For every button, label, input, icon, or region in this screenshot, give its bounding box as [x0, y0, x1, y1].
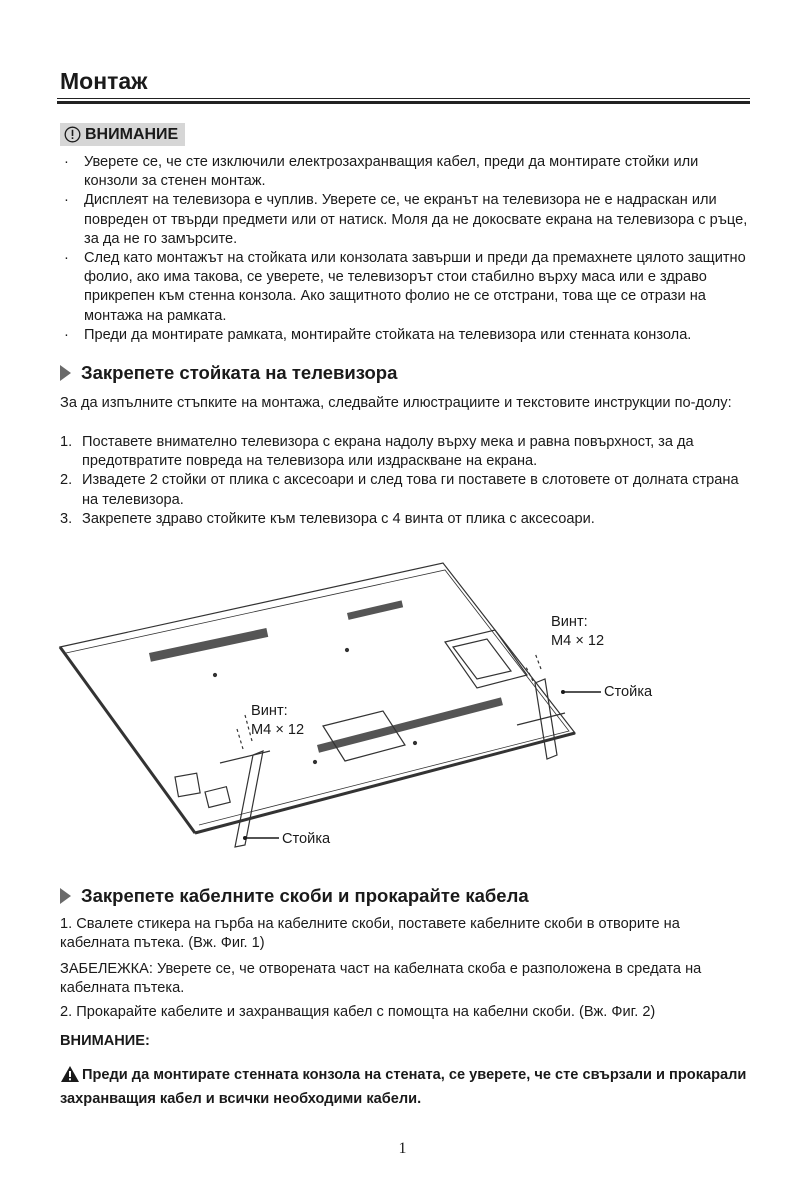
warning-triangle-icon — [60, 1065, 80, 1083]
list-item — [60, 433, 750, 471]
screw-label-left: Винт: M4 × 12 — [251, 703, 305, 738]
step-number: 2. — [60, 472, 73, 489]
cable-note: ЗАБЕЛЕЖКА: Уверете се, че отворената част на кабелната скоба е разположена в средата на кабелната пътека. — [60, 961, 702, 997]
caution-circle-icon — [64, 126, 81, 143]
step-text: Закрепете здраво стойките към телевизора с 4 винта от плика с аксесоари. — [82, 510, 595, 527]
warning-badge-label: ВНИМАНИЕ — [85, 125, 179, 143]
step-number: 1. — [60, 434, 73, 450]
triangle-bullet-icon — [60, 888, 71, 904]
section-heading-text: Закрепете кабелните скоби и прокарайте кабела — [81, 885, 529, 906]
list-item — [60, 510, 750, 529]
list-item — [60, 326, 750, 345]
caution-label: ВНИМАНИЕ: — [60, 1033, 150, 1049]
bullet: · — [64, 250, 69, 267]
stand-installation-illustration — [55, 555, 675, 855]
list-item-text: След като монтажът на стойката или конзолата завърши и преди да премахнете цялото защитно фолио, ако има такова, се уверете, че телевизорът стои стабилно върху маса или е здраво прикрепен към стенна конзола. Ако защитното фолио не се отстрани, това ще се отрази на монтажа на рамката. — [84, 250, 746, 324]
title-divider — [57, 98, 750, 104]
list-item — [60, 191, 750, 249]
section-heading-text: Закрепете стойката на телевизора — [81, 362, 398, 383]
list-item-text: Уверете се, че сте изключили електрозахранващия кабел, преди да монтирате стойки или конзоли за стенен монтаж. — [84, 154, 699, 190]
stand-label-right: Стойка — [604, 684, 653, 700]
step-text: Поставете внимателно телевизора с екрана надолу върху мека и равна повърхност, за да предотвратите повреда на телевизора или издраскване на екрана. — [82, 434, 694, 470]
step-number: 3. — [60, 510, 73, 527]
bullet: · — [64, 326, 69, 343]
cable-step-1: 1. Свалете стикера на гърба на кабелните скоби, поставете кабелните скоби в отворите на кабелната пътека. (Вж. Фиг. 1) — [60, 916, 680, 952]
bullet: · — [64, 192, 69, 209]
screw-label-right: Винт: M4 × 12 — [551, 614, 605, 649]
list-item — [60, 153, 750, 191]
stand-label-left: Стойка — [282, 831, 331, 847]
section-heading-stand — [60, 362, 397, 384]
section-heading-cables — [60, 885, 529, 907]
caution-text: Преди да монтирате стенната конзола на стената, се уверете, че сте свързали и прокарали захранващия кабел и всички необходими кабели. — [60, 1067, 747, 1107]
list-item — [60, 249, 750, 326]
warning-list — [60, 153, 750, 345]
list-item-text: Преди да монтирате рамката, монтирайте стойката на телевизора или стенната конзола. — [84, 326, 692, 343]
list-item — [60, 471, 750, 509]
page-number: 1 — [398, 1140, 407, 1157]
warning-badge — [60, 123, 185, 146]
steps-list — [60, 433, 750, 529]
bullet: · — [64, 154, 69, 170]
triangle-bullet-icon — [60, 365, 71, 381]
page-title: Монтаж — [60, 68, 148, 94]
step-text: Извадете 2 стойки от плика с аксесоари и след това ги поставете в слотовете от долната страна на телевизора. — [82, 472, 739, 508]
cable-step-2: 2. Прокарайте кабелите и захранващия кабел с помощта на кабелни скоби. (Вж. Фиг. 2) — [60, 1004, 656, 1020]
section-intro: За да изпълните стъпките на монтажа, следвайте илюстрациите и текстовите инструкции по-долу: — [60, 395, 732, 411]
list-item-text: Дисплеят на телевизора е чуплив. Уверете се, че екранът на телевизора не е надраскан или повреден от твърди предмети или от натиск. Моля да не докосвате екрана на телевизора с ръце, за да не го замърсите. — [84, 192, 748, 247]
caution-text-block — [60, 1063, 750, 1111]
